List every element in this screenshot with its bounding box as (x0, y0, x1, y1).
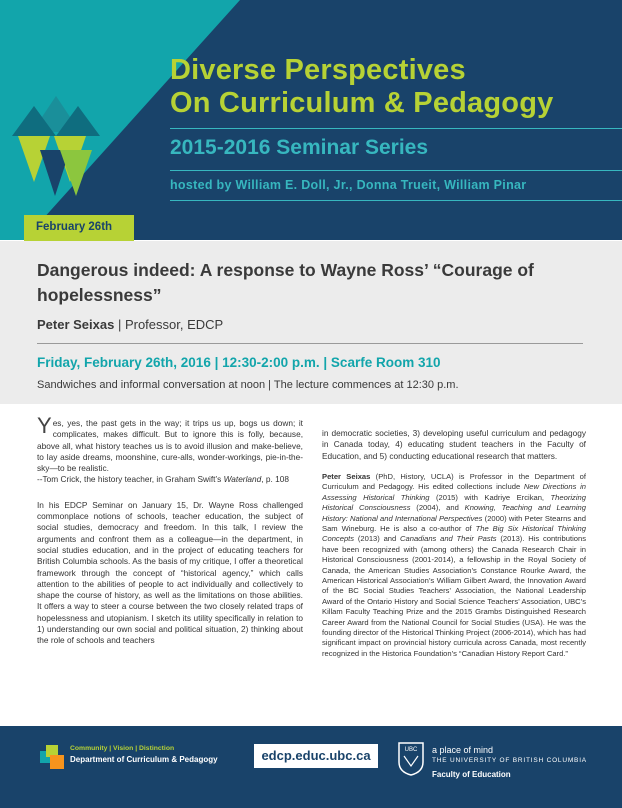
abstract-continued: in democratic societies, 3) developing useful curriculum and pedagogy in Canada today, 4) educating student teachers in the Faculty of Education, and 5) conducting educational research that matters. (322, 428, 586, 461)
ubc-wordmark (432, 745, 587, 779)
ubc-tagline: a place of mind (432, 745, 494, 755)
lunch-note: Sandwiches and informal conversation at noon | The lecture commences at 12:30 p.m. (37, 379, 459, 391)
department-block (70, 745, 218, 764)
quote-attribution: --Tom Crick, the history teacher, in Graham Swift’s Waterland, p. 108 (37, 474, 289, 485)
speaker-name: Peter Seixas (37, 317, 115, 332)
header-rule (170, 128, 622, 129)
header-banner (0, 0, 622, 240)
epigraph (37, 413, 303, 486)
hosts-line: hosted by William E. Doll, Jr., Donna Trueit, William Pinar (170, 178, 527, 192)
left-column (37, 413, 303, 657)
title-line-1: Diverse Perspectives (170, 54, 466, 86)
website-link[interactable]: edcp.educ.ubc.ca (254, 744, 378, 768)
title-line-2: On Curriculum & Pedagogy (170, 87, 554, 119)
ubc-crest-icon (398, 742, 424, 776)
faculty-name: Faculty of Education (432, 770, 511, 779)
triangle-motif (0, 0, 170, 240)
speaker-line (37, 317, 223, 332)
header-rule (170, 170, 622, 171)
drop-cap: Y (37, 413, 52, 438)
abstract: In his EDCP Seminar on January 15, Dr. Wayne Ross challenged commonplace notions of schools, teacher education, the subject of social studies, democracy and freedom. In this talk, I review the arguments and confront them as a colleague—in the department, in social studies education, and in the project of educating teachers for British Columbia schools. As the basis of my critique, I offer a theoretical framework through the concept of “historical agency,” which calls attention to the abilities of people to act individually and collectively to shape the course of history, as well as the limitations on those abilities. It offers a way to steer a course between the two closely related traps of hopelessness and utopianism. I sketch its utility specifically in relation to 1) understanding our own social and political situation, 2) thinking about the role of schools and teachers (37, 499, 303, 646)
ubc-name: THE UNIVERSITY OF BRITISH COLUMBIA (432, 757, 587, 764)
edcp-logo-icon (40, 745, 66, 771)
header-rule (170, 200, 622, 201)
speaker-bio: Peter Seixas (PhD, History, UCLA) is Professor in the Department of Curriculum and Pedagogy. His edited collections include New Directions in Assessing Historical Thinking (2015) with Kadriye Ercikan, Theorizing Historical Consciousness (2004), and Knowing, Teaching and Learning History: National and International Perspectives (2000) with Peter Stearns and Sam Wineburg. He is also a co-author of The Big Six Historical Thinking Concepts (2013) and Canadians and Their Pasts (2013). His contributions have been recognized with (among others) the Canada Research Chair in Historical Consciousness (2001-2014), a fellowship in the Royal Society of Canada, the American Studies Association’s Constance Rourke Award, the American Historical Association’s William Gilbert Award, the Innovation Award of the BC Social Studies Teachers’ Association, the National Leadership Award of the Ontario History and Social Science Teachers’ Association, UBC’s Killam Faculty Teaching Prize and the 2015 Grambs Distinguished Research Career Award from the National Council for Social Studies (USA). He was the founding director of the Historical Thinking Project (2006-2014), which has had significant impact on provincial history curricula across Canada, most recently recognized in the Historica Foundation’s “Canadian History Report Card.” (322, 471, 586, 658)
dept-tagline: Community | Vision | Distinction (70, 745, 175, 752)
speaker-role: | Professor, EDCP (114, 317, 224, 332)
date-tab: February 26th (24, 215, 134, 241)
right-column (322, 428, 586, 669)
event-time: Friday, February 26th, 2016 | 12:30-2:00 p.m. | Scarfe Room 310 (37, 355, 441, 370)
divider (37, 343, 583, 344)
dept-name: Department of Curriculum & Pedagogy (70, 755, 218, 764)
series-title (170, 54, 553, 120)
ubc-logo-text: UBC (404, 747, 418, 753)
series-subtitle: 2015-2016 Seminar Series (170, 136, 429, 159)
quote-text: es, yes, the past gets in the way; it trips us up, bogs us down; it complicates, makes difficult. But to ignore this is folly, because, above all, what history teaches us is to avoid illusion and make-believe, to lay aside dreams, moonshine, cure-alls, wonder-workings, pie-in-the-sky—to be realistic. (37, 418, 303, 474)
talk-title: Dangerous indeed: A response to Wayne Ross’ “Courage of hopelessness” (37, 260, 534, 305)
